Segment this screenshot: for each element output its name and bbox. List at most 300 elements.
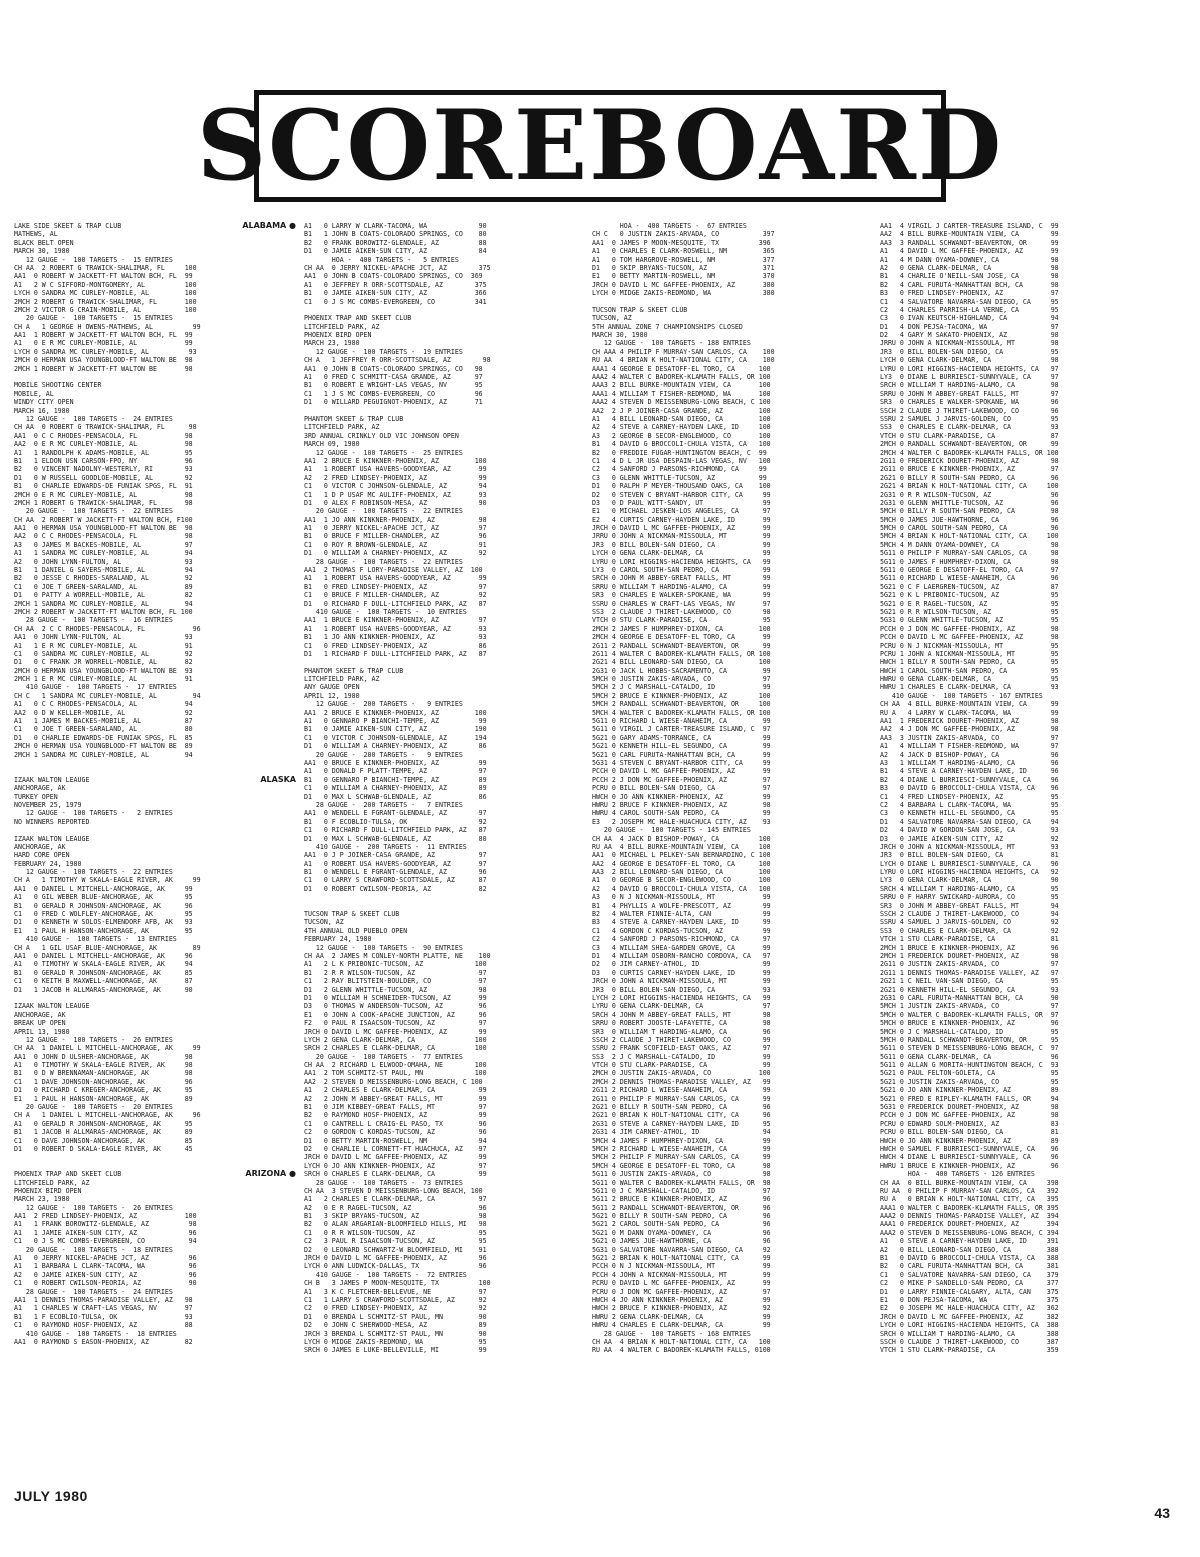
result-line: D1 0 RALPH P MEYER-THOUSAND OAKS, CA 100 xyxy=(592,482,771,491)
result-line: B2 0 FRANK BOROWITZ-GLENDALE, AZ 88 xyxy=(304,238,487,247)
result-line: A3 0 JAMES M BACKES-MOBILE, AL 97 xyxy=(14,540,193,549)
result-line: B1 4 PHYLLIS A WOLFE-PRESCOTT, AZ 99 xyxy=(592,901,771,910)
result-line: LITCHFIELD PARK, AZ xyxy=(304,675,380,684)
result-line: A1 1 FRANK BOROWITZ-GLENDALE, AZ 98 xyxy=(14,1220,197,1229)
result-line: HWCH 0 SAMUEL F BURRIESCI-SUNNYVALE, CA 96 xyxy=(880,1144,1059,1153)
state-heading: ALASKA xyxy=(260,775,296,784)
result-line: 5G11 0 J C MARSHALL-CATALDO, ID 97 xyxy=(592,1186,771,1195)
result-line: D1 0 PATTY A WORRELL-MOBILE, AL 82 xyxy=(14,591,193,600)
result-line: LITCHFIELD PARK, AZ xyxy=(304,423,380,432)
result-line: AAA2 4 STEVEN D MEISSENBURG-LONG BEACH, C 100 xyxy=(592,398,771,407)
result-line: C1 0 JOE T GREEN-SARALAND, AL 80 xyxy=(14,725,193,734)
result-line: D3 0 JAMIE AIKEN-SUN CITY, AZ 92 xyxy=(880,834,1059,843)
result-line: A1 0 GERALD R JOHNSON-ANCHORAGE, AK 95 xyxy=(14,1119,193,1128)
result-line: B1 4 STEVE A CARNEY-HAYDEN LAKE, ID 96 xyxy=(880,767,1059,776)
results-column-1 xyxy=(14,222,296,1477)
result-line: AAA1 4 GEORGE E DESATOFF-EL TORO, CA 100 xyxy=(592,364,771,373)
result-line: AA1 0 ROBERT W JACKETT-FT WALTON BCH, FL 99 xyxy=(14,272,193,281)
result-line: AA3 3 JUSTIN ZAKIS-ARVADA, CO 97 xyxy=(880,733,1059,742)
result-line: A2 4 DAVID G BROCCOLI-CHULA VISTA, CA 100 xyxy=(592,884,771,893)
result-line: 5G21 0 E R RAGEL-TUCSON, AZ 95 xyxy=(880,599,1059,608)
result-line: AA1 1 DENNIS THOMAS-PARADISE VALLEY, AZ 98 xyxy=(14,1296,193,1304)
result-line: C1 0 FRED LINDSEY-PHOENIX, AZ 86 xyxy=(304,641,487,650)
result-line: SS3 0 CHARLES E CLARK-DELMAR, CA 92 xyxy=(880,926,1059,935)
result-line: SSRU 0 CHARLES W CRAFT-LAS VEGAS, NV 97 xyxy=(592,599,771,608)
result-line: SS3 2 CLAUDE J THIRET-LAKEWOOD, CO 98 xyxy=(592,607,771,616)
result-line: D1 0 WILLIAM A CHARNEY-PHOENIX, AZ 92 xyxy=(304,549,487,558)
result-line: LITCHFIELD PARK, AZ xyxy=(304,322,380,331)
result-line: 5G21 0 K L PRIBONIC-TUCSON, AZ 95 xyxy=(880,591,1059,600)
result-line: 2G21 0 KENNETH HILL-EL SEGUNDO, CA 93 xyxy=(880,985,1059,994)
club-name: LAKE SIDE SKEET & TRAP CLUB xyxy=(14,222,122,230)
result-line: 2MCH 0 JUSTIN ZAKIS-ARVADA, CO 100 xyxy=(592,1069,771,1078)
result-line xyxy=(14,776,296,784)
result-line: A1 0 GEORGE B SECOR-ENGLEWOOD, CO 100 xyxy=(592,876,771,885)
result-line: CH A 1 GIL USAF BLUE-ANCHORAGE, AK 89 xyxy=(14,943,201,952)
result-line: LYRU 0 LORI HIGGINS-HACIENDA HEIGHTS, CA 97 xyxy=(880,364,1059,373)
results-column-4 xyxy=(880,222,1162,1477)
result-line: 2MCH 2 ROBERT W JACKETT-FT WALTON BCH, FL 100 xyxy=(14,607,193,616)
result-line: HWRU 4 CHARLES E CLARK-DELMAR, CA 99 xyxy=(592,1321,771,1330)
result-line: VTCH 0 STU CLARK-PARADISE, CA 95 xyxy=(592,616,771,625)
result-line: LYCH 0 DIANE L BURRIESCI-SUNNYVALE, CA 96 xyxy=(880,859,1059,868)
result-line: 5G21 0 M DANN OYAMA-DOWNEY, CA 96 xyxy=(592,1228,771,1237)
result-line: B2 0 JESSE C RHODES-SARALAND, AL 92 xyxy=(14,574,193,583)
result-line: HOA - 400 TARGETS - 5 ENTRIES xyxy=(304,255,459,264)
result-line: HWCH 4 JO ANN KINKNER-PHOENIX, AZ 99 xyxy=(592,1296,771,1304)
result-line: C1 0 ROY R BROWN-GLENDALE, AZ 91 xyxy=(304,540,487,549)
result-line: 5G11 0 JUSTIN ZAKIS-ARVADA, CO 98 xyxy=(592,1170,771,1179)
result-line: PCCH 0 N J NICKMAN-MISSOULA, MT 99 xyxy=(592,1262,771,1271)
result-line: A1 2 CHARLES E CLARK-DELMAR, CA 99 xyxy=(304,1086,487,1095)
result-line: C1 0 JOE T GREEN-SARALAND, AL 89 xyxy=(14,582,193,591)
result-line: PCCH 0 J DON MC GAFFEE-PHOENIX, AZ 98 xyxy=(880,1111,1059,1120)
result-line: SRCH 0 JAMES E LUKE-BELLEVILLE, MI 99 xyxy=(304,1346,487,1355)
result-line: CH C 1 SANDRA MC CURLEY-MOBILE, AL 94 xyxy=(14,691,201,700)
result-line: E2 0 JOSEPH MC HALE-HUACHUCA CITY, AZ 362 xyxy=(880,1304,1059,1313)
result-line: A1 4 BILL LEONARD-SAN DIEGO, CA 100 xyxy=(592,414,771,423)
result-line: PHOENIX BIRD OPEN xyxy=(14,1186,82,1195)
result-line: C1 0 ROBERT CWILSON-PEORIA, AZ 90 xyxy=(14,1279,197,1288)
result-line: B3 0 DAVID G BROCCOLI-CHULA VISTA, CA 96 xyxy=(880,784,1059,793)
result-line: VTCH 0 STU CLARK-PARADISE, CA 99 xyxy=(592,1061,771,1070)
result-line: A3 1 WILLIAM T HARDING-ALAMO, CA 96 xyxy=(880,759,1059,767)
result-line: LYCH 0 LORI HIGGINS-HACIENDA HEIGHTS, CA 388 xyxy=(880,1321,1059,1330)
result-line: D1 0 WILLARD PEGUIGNOT-PHOENIX, AZ 71 xyxy=(304,398,483,407)
result-line: 2MCH 4 GEORGE E DESATOFF-EL TORO, CA 99 xyxy=(592,633,771,642)
result-line: B1 0 F ECOBLIO-TULSA, OK 92 xyxy=(304,817,487,826)
result-line: SRRU 0 JOHN M ABBEY-GREAT FALLS, MT 97 xyxy=(880,389,1059,398)
result-line: 2G31 0 STEVE A CARNEY-HAYDEN LAKE, ID 95 xyxy=(592,1119,771,1128)
result-line: C1 0 R R WILSON-TUCSON, AZ 95 xyxy=(304,1228,487,1237)
result-line: AA1 2 BRUCE E KINKNER-PHOENIX, AZ 100 xyxy=(304,708,487,717)
result-line: 20 GAUGE - 100 TARGETS - 22 ENTRIES xyxy=(14,507,173,516)
result-line: C1 2 RAY BLITSTEIN-BOULDER, CO 97 xyxy=(304,977,487,986)
result-line: AA1 1 JO ANN KINKNER-PHOENIX, AZ 98 xyxy=(304,515,487,524)
result-line: 2G21 1 C NEIL VAN-SAN DIEGO, CA 95 xyxy=(880,977,1059,986)
result-line: A2 0 GENA CLARK-DELMAR, CA 98 xyxy=(880,263,1059,272)
result-line: 28 GAUGE - 100 TARGETS - 73 ENTRIES xyxy=(304,1178,463,1187)
result-line: AA1 0 WENDELL E FGRANT-GLENDALE, AZ 97 xyxy=(304,809,487,818)
result-line: B1 3 SKIP BRYANS-TUCSON, AZ 98 xyxy=(304,1212,487,1221)
result-line: C3 4 WILLIAM SHEA-GARDEN GROVE, CA 99 xyxy=(592,943,771,952)
result-line: 2MCH 1 FREDERICK DOURET-PHOENIX, AZ 98 xyxy=(880,951,1059,960)
result-line: 5G31 4 STEVEN C BRYANT-HARBOR CITY, CA 99 xyxy=(592,759,771,767)
result-line: RU AA 4 WALTER C BADOREK-KLAMATH FALLS, 0100 xyxy=(592,1346,771,1355)
result-line: LYCH 0 MIDGE ZAKIS-REDMOND, WA 380 xyxy=(592,289,775,298)
result-line: VTCH 0 STU CLARK-PARADISE, CA 87 xyxy=(880,431,1059,440)
result-line: AA1 2 BRUCE E KINKNER-PHOENIX, AZ 100 xyxy=(304,456,487,465)
result-line: AA1 1 BRUCE E KINKNER-PHOENIX, AZ 97 xyxy=(304,616,487,625)
result-line xyxy=(304,902,586,910)
result-line: NOVEMBER 25, 1979 xyxy=(14,800,82,809)
result-line: VTCH 1 STU CLARK-PARADISE, CA 359 xyxy=(880,1346,1059,1355)
result-line: D1 1 RICHARD F DULL-LITCHFIELD PARK, AZ 87 xyxy=(304,649,487,658)
result-line: VTCH 1 STU CLARK-PARADISE, CA 81 xyxy=(880,935,1059,944)
result-line: A1 0 LARRY W CLARK-TACOMA, WA 90 xyxy=(304,222,487,230)
result-line: B2 4 DIANE L BURRIESCI-SUNNYVALE, CA 96 xyxy=(880,775,1059,784)
result-line: 5MCH 2 RICHARD L WIESE-ANAHEIM, CA 99 xyxy=(592,1144,771,1153)
result-line: RU A 4 LARRY W CLARK-TACOMA, WA 99 xyxy=(880,708,1059,717)
result-line: B1 1 DANIEL G SAYERS-MOBILE, AL 94 xyxy=(14,566,193,575)
result-line: A2 0 BILL LEONARD-SAN DIEGO, CA 388 xyxy=(880,1245,1059,1254)
result-line: AAA1 0 FREDERICK DOURET-PHOENIX, AZ 394 xyxy=(880,1220,1059,1229)
result-line: E1 0 MICHAEL JESKEN-LOS ANGELES, CA 97 xyxy=(592,507,771,516)
result-line: A1 0 C C RHODES-PENSACOLA, AL 94 xyxy=(14,700,193,709)
result-line: AA1 2 THOMAS F LORY-PARADISE VALLEY, AZ 100 xyxy=(304,566,483,575)
result-line: PCCH 0 DAVID L MC GAFFEE-PHOENIX, AZ 99 xyxy=(592,767,771,776)
result-line: AA1 0 MICHAEL L PELKEY-SAN BERNARDINO, C 100 xyxy=(592,851,771,860)
result-line: WINDY CITY OPEN xyxy=(14,398,74,407)
result-line: D2 0 JOHN C SHERWOOD-MESA, AZ 89 xyxy=(304,1321,487,1330)
result-line: LYRU 0 GENA CLARK-DELMAR, CA 97 xyxy=(592,1002,771,1011)
result-line: B1 0 CHARLIE EDWARDS-DE FUNIAK SPGS, FL 91 xyxy=(14,482,193,491)
result-line: CH B 3 JAMES P MOON-MESQUITE, TX 100 xyxy=(304,1279,491,1288)
result-line: 5G11 0 GENA CLARK-DELMAR, CA 96 xyxy=(880,1052,1059,1061)
result-line: 5G31 0 GLENN WHITTLE-TUCSON, AZ 95 xyxy=(880,616,1059,625)
result-line: B1 0 BRUCE F MILLER-CHANDLER, AZ 96 xyxy=(304,532,487,541)
result-line: 2MCH 1 BRUCE E KINKNER-PHOENIX, AZ 96 xyxy=(880,943,1059,952)
result-line: C2 4 CHARLES PARRISH-LA VERNE, CA 95 xyxy=(880,305,1059,314)
result-line: 410 GAUGE - 200 TARGETS - 11 ENTRIES xyxy=(304,842,467,851)
result-line: 5G11 0 PHILIP F MURRAY-SAN CARLOS, CA 98 xyxy=(880,549,1059,558)
results-column-2 xyxy=(304,222,586,1477)
result-line: JRCH 0 DAVID L MC GAFFEE-PHOENIX, AZ 382 xyxy=(880,1312,1059,1321)
result-line: RU AA 0 PHILIP F MURRAY-SAN CARLOS, CA 392 xyxy=(880,1186,1059,1195)
result-line xyxy=(14,994,296,1002)
result-line: AA1 0 HERMAN USA YOUNGBLOOD-FT WALTON BE 98 xyxy=(14,524,193,533)
result-line: SSCH 0 CLAUDE J THIRET-LAKEWOOD, CO 387 xyxy=(880,1337,1059,1346)
result-line: 12 GAUGE - 100 TARGETS - 188 ENTRIES xyxy=(592,339,751,348)
result-line: D1 4 DON PEJSA-TACOMA, WA 97 xyxy=(880,322,1059,331)
result-line: BREAK UP OPEN xyxy=(14,1019,66,1028)
result-line: 2G11 2 RANDALL SCHWANDT-BEAVERTON, OR 99 xyxy=(592,641,771,650)
result-line: AA1 1 FREDERICK DOURET-PHOENIX, AZ 98 xyxy=(880,717,1059,726)
result-line xyxy=(14,826,296,834)
result-line: MATHEWS, AL xyxy=(14,230,58,239)
result-line: PCCH 0 J DON MC GAFFEE-PHOENIX, AZ 98 xyxy=(880,624,1059,633)
result-line: AA1 0 JOHN B COATS-COLORADO SPRINGS, CO 98 xyxy=(304,364,483,373)
club-name: IZAAK WALTON LEAUGE xyxy=(14,775,90,784)
result-line: AA1 0 JOHN B COATS-COLORADO SPRINGS, CO 369 xyxy=(304,272,483,281)
result-line: D1 1 JACOB H ALLMARAS-ANCHORAGE, AK 90 xyxy=(14,985,193,994)
result-line: E1 0 DON PEJSA-TACOMA, WA 375 xyxy=(880,1296,1059,1304)
result-line: 5G21 0 FRED E RIPLEY-KLAMATH FALLS, OR 94 xyxy=(880,1094,1059,1103)
result-line: LY3 0 CAROL SOUTH-SAN PEDRO, CA 99 xyxy=(592,566,771,575)
result-line: AA3 2 BILL LEONARD-SAN DIEGO, CA 100 xyxy=(592,868,771,877)
result-line: CH A 1 DANIEL L MITCHELL-ANCHORAGE, AK 96 xyxy=(14,1111,201,1120)
result-line: CH AA 0 ROBERT G TRAWICK-SHALIMAR, FL 98 xyxy=(14,423,197,432)
result-line: 5G21 0 PAUL FELTON-GOLETA, CA 95 xyxy=(880,1069,1059,1078)
result-line: 2G31 0 CARL FURUTA-MANHATTAN BCH, CA 90 xyxy=(880,993,1059,1002)
result-line: SSCH 2 CLAUDE J THIRET-LAKEWOOD, CO 96 xyxy=(880,406,1059,415)
result-line: E1 0 JOHN A COOK-APACHE JUNCTION, AZ 96 xyxy=(304,1010,487,1019)
result-line: B1 0 GERALD R JOHNSON-ANCHORAGE, AK 96 xyxy=(14,901,193,910)
result-line: E1 0 BETTY MARTIN-ROSWELL, NM 370 xyxy=(592,272,775,281)
result-line: PCRU 0 BILL BOLEN-SAN DIEGO, CA 81 xyxy=(880,1128,1059,1137)
result-line: 410 GAUGE - 100 TARGETS - 18 ENTRIES xyxy=(14,1329,177,1338)
result-line: A1 4 M DANN OYAMA-DOWNEY, CA 98 xyxy=(880,255,1059,264)
result-line: AA1 2 TOM SCHMITZ-ST PAUL, MN 100 xyxy=(304,1069,487,1078)
result-line: CH AA 2 ROBERT G TRAWICK-SHALIMAR, FL 100 xyxy=(14,263,197,272)
result-line: SSCH 2 CLAUDE J THIRET-LAKEWOOD, CO 94 xyxy=(880,910,1059,919)
result-line: C1 0 LARRY S CRAWFORD-SCOTTSDALE, AZ 87 xyxy=(304,876,487,885)
result-line: D3 0 THOMAS W ANDERSON-TUCSON, AZ 96 xyxy=(304,1002,487,1011)
result-line: B2 0 RAYMOND HOSF-PHOENIX, AZ 99 xyxy=(304,1111,487,1120)
result-line: CH AA 4 BRIAN K HOLT-NATIONAL CITY, CA 100 xyxy=(592,1337,771,1346)
result-line: ANCHORAGE, AK xyxy=(14,784,66,793)
result-line: A1 4 DAVID L MC GAFFEE-PHOENIX, AZ 99 xyxy=(880,247,1059,256)
result-line: 5G21 0 C F LAERGREN-TUCSON, AZ 87 xyxy=(880,582,1059,591)
result-line: A1 0 TOM HARGROVE-ROSWELL, NM 377 xyxy=(592,255,775,264)
result-line: AAA2 0 STEVEN D MEISSENBURG-LONG BEACH, C 394 xyxy=(880,1228,1059,1237)
result-line: CH AA 0 BILL BURKE-MOUNTAIN VIEW, CA 398 xyxy=(880,1178,1059,1187)
result-line: PCRU 1 JOHN A NICKMAN-MISSOULA, MT 95 xyxy=(880,649,1059,658)
result-line: AA1 0 JOHN LYNN-FULTON, AL 93 xyxy=(14,633,193,642)
result-line: A2 0 E R RAGEL-TUCSON, AZ 96 xyxy=(304,1203,487,1212)
result-line: SRCH 0 CHARLES E CLARK-DELMAR, CA 99 xyxy=(304,1170,487,1179)
result-line: 2MCH 2 ROBERT G TRAWICK-SHALIMAR, FL 100 xyxy=(14,297,197,306)
result-line: 2MCH 0 RANDALL SCHWANDT-BEAVERTON, OR 99 xyxy=(880,440,1059,449)
result-line: D2 0 LEONARD SCHWARTZ-W BLOOMFIELD, MI 91 xyxy=(304,1245,487,1254)
result-line: 4TH ANNUAL OLD PUEBLO OPEN xyxy=(304,926,408,935)
result-line: A2 2 JOHN M ABBEY-GREAT FALLS, MT 99 xyxy=(304,1094,487,1103)
result-line: 28 GAUGE - 200 TARGETS - 7 ENTRIES xyxy=(304,800,463,809)
result-line: HOA - 400 TARGETS - 126 ENTRIES xyxy=(880,1170,1035,1179)
result-line: TUCSON, AZ xyxy=(304,918,344,927)
result-line: 2MCH 0 HERMAN USA YOUNGBLOOD-FT WALTON BE 93 xyxy=(14,666,193,675)
result-line: 410 GAUGE - 100 TARGETS - 72 ENTRIES xyxy=(304,1270,467,1279)
result-line: D1 0 ROBERT D SKALA-EAGLE RIVER, AK 45 xyxy=(14,1144,193,1153)
result-line: A1 4 WILLIAM T FISHER-REDMOND, WA 97 xyxy=(880,742,1059,751)
result-line: 5MCH 2 J C MARSHALL-CATALDO, ID 99 xyxy=(592,683,771,692)
result-line: 5G11 0 GEORGE E DESATOFF-EL TORO, CA 97 xyxy=(880,566,1059,575)
result-line: PHOENIX BIRD OPEN xyxy=(304,331,372,340)
result-line: 5G21 0 R R WILSON-TUCSON, AZ 95 xyxy=(880,607,1059,616)
result-line: 5G31 0 FREDERICK DOURET-PHOENIX, AZ 98 xyxy=(880,1103,1059,1112)
result-line: 20 GAUGE - 100 TARGETS - 18 ENTRIES xyxy=(14,1245,173,1254)
result-line: D2 0 STEVEN C BRYANT-HARBOR CITY, CA 99 xyxy=(592,490,771,499)
result-line: D1 4 WILLIAM OSBORN-RANCHO CORDOVA, CA 97 xyxy=(592,951,771,960)
result-line: APRIL 13, 1980 xyxy=(14,1027,70,1036)
result-line: C3 0 GLENN WHITTLE-TUCSON, AZ 99 xyxy=(592,473,767,482)
result-line: 2G31 0 JACK L HOBBS-SACRAMENTO, CA 99 xyxy=(592,666,771,675)
page-number: 43 xyxy=(1154,1505,1170,1521)
scoreboard-banner xyxy=(196,89,1004,202)
result-line xyxy=(304,306,586,314)
result-line: AA1 0 DANIEL L MITCHELL-ANCHORAGE, AK 99 xyxy=(14,884,193,893)
result-line: AA2 0 E R MC CURLEY-MOBILE, AL 98 xyxy=(14,440,193,449)
result-line: A1 0 E R MC CURLEY-MOBILE, AL 99 xyxy=(14,339,193,348)
result-line: 5G11 0 RICHARD L WIESE-ANAHEIM, CA 96 xyxy=(880,574,1059,583)
result-line: CH A 1 JEFFREY R ORR-SCOTTSDALE, AZ 98 xyxy=(304,356,491,365)
result-line: FEBRUARY 24, 1980 xyxy=(304,935,372,944)
page-title: SCOREBOARD xyxy=(196,89,1004,202)
result-line: HWRU 1 BRUCE E KINKNER-PHOENIX, AZ 96 xyxy=(880,1161,1059,1170)
result-line: A2 4 JACK D BISHOP-POWAY, CA 96 xyxy=(880,750,1059,759)
result-line: A1 0 ROBERT USA HAVERS-GOODYEAR, AZ 97 xyxy=(304,859,487,868)
result-line: C1 4 SALVATORE NAVARRA-SAN DIEGO, CA 95 xyxy=(880,297,1059,306)
result-line: D1 0 MAX L SCHWAB-GLENDALE, AZ 86 xyxy=(304,792,487,801)
result-line: CH AA 1 DANIEL L MITCHELL-ANCHORAGE, AK 99 xyxy=(14,1044,201,1053)
result-line: 2G31 0 R R WILSON-TUCSON, AZ 96 xyxy=(880,490,1059,499)
result-line: JRCH 0 DAVID L MC GAFFEE-PHOENIX, AZ 99 xyxy=(304,1027,487,1036)
result-line: LYCH 0 SANDRA MC CURLEY-MOBILE, AL 100 xyxy=(14,289,197,298)
result-line: 12 GAUGE - 100 TARGETS - 15 ENTRIES xyxy=(14,255,173,264)
result-line: HWRU 4 CAROL SOUTH-SAN PEDRO, CA 99 xyxy=(592,809,771,818)
issue-date: JULY 1980 xyxy=(14,1488,88,1504)
result-line: C1 0 RICHARD F DULL-LITCHFIELD PARK, AZ 87 xyxy=(304,826,487,835)
result-line: MOBILE, AL xyxy=(14,389,54,398)
result-line: A1 2 CHARLES E CLARK-DELMAR, CA 97 xyxy=(304,1195,487,1204)
result-line: 5G21 0 GARY ADAMS-TORRANCE, CA 99 xyxy=(592,733,771,742)
result-line: LYCH 0 GENA CLARK-DELMAR, CA 99 xyxy=(592,549,771,558)
result-line: B2 0 FREDDIE FUGAR-HUNTINGTON BEACH, C 99 xyxy=(592,448,767,457)
result-line: 2G11 4 WALTER C BADOREK-KLAMATH FALLS, OR 100 xyxy=(592,649,771,658)
result-line xyxy=(14,1170,296,1178)
result-line: AA1 2 FRED LINDSEY-PHOENIX, AZ 100 xyxy=(14,1212,197,1221)
result-line: E2 4 CURTIS CARNEY-HAYDEN LAKE, ID 99 xyxy=(592,515,771,524)
result-line: D2 4 GARY M SAKATO-PHOENIX, AZ 98 xyxy=(880,331,1059,340)
result-line: D1 4 SALVATORE NAVARRA-SAN DIEGO, CA 94 xyxy=(880,817,1059,826)
result-line: 2G21 0 BILLY R SOUTH-SAN PEDRO, CA 96 xyxy=(880,473,1059,482)
result-line xyxy=(304,893,586,901)
result-line: CH AA 4 JACK D BISHOP-POWAY, CA 100 xyxy=(592,834,771,843)
result-line: D1 0 CHARLIE EDWARDS-DE FUNIAK SPGS, FL 85 xyxy=(14,733,193,742)
result-line: TUCSON TRAP & SKEET CLUB xyxy=(304,910,400,919)
result-line: B1 2 R R WILSON-TUCSON, AZ 97 xyxy=(304,968,487,977)
result-line: CH C 0 JUSTIN ZAKIS-ARVADA, CO 397 xyxy=(592,230,775,239)
result-line: 5MCH 0 BRUCE E KINKNER-PHOENIX, AZ 96 xyxy=(880,1019,1059,1028)
result-line: SR3 0 JOHN M ABBEY-GREAT FALLS, MT 94 xyxy=(880,901,1059,910)
result-line: D1 0 C FRANK JR WORRELL-MOBILE, AL 82 xyxy=(14,658,193,667)
result-line: B1 0 JAMIE AIKEN-SUN CITY, AZ 366 xyxy=(304,289,487,298)
result-line: 2MCH 4 WALTER C BADOREK-KLAMATH FALLS, OR 100 xyxy=(880,448,1059,457)
result-line: D1 0 WILLIAM H SCHNEIDER-TUCSON, AZ 99 xyxy=(304,993,487,1002)
result-line: AAA1 0 WALTER C BADOREK-KLAMATH FALLS, OR 395 xyxy=(880,1203,1059,1212)
result-line: A1 3 K C FLETCHER-BELLEVUE, NE 97 xyxy=(304,1287,487,1296)
result-line: JRCH 0 JOHN A NICKMAN-MISSOULA, MT 93 xyxy=(880,842,1059,851)
result-line: AA2 2 J P JOINER-CASA GRANDE, AZ 100 xyxy=(592,406,771,415)
result-line: SSCH 2 CLAUDE J THIRET-LAKEWOOD, CO 99 xyxy=(592,1035,771,1044)
result-line: 5MCH 4 JAMES F HUMPHREY-DIXON, CA 99 xyxy=(592,1136,771,1145)
result-line: SRRU 0 ROBERT JOOSTE-LAFAYETTE, CA 98 xyxy=(592,1019,771,1028)
state-heading: ALABAMA ● xyxy=(242,222,296,230)
result-line: SSRU 2 FRANK SCOFIELD-EAST OAKS, AZ 97 xyxy=(592,1044,771,1053)
result-line: E1 1 PAUL H HANSON-ANCHORAGE, AK 95 xyxy=(14,926,193,935)
result-line: PCRU 0 J DON MC GAFFEE-PHOENIX, AZ 97 xyxy=(592,1287,771,1296)
result-line: 2MCH 1 ROBERT G TRAWICK-SHALIMAR, FL 98 xyxy=(14,498,193,507)
result-line: RU A 0 BRIAN K HOLT-NATIONAL CITY, CA 395 xyxy=(880,1195,1059,1204)
result-line: ANCHORAGE, AK xyxy=(14,842,66,851)
result-line: CH AA 0 JERRY NICKEL-APACHE JCT, AZ 375 xyxy=(304,263,491,272)
result-line: 2MCH 0 HERMAN USA YOUNGBLOOD-FT WALTON BE 98 xyxy=(14,356,193,365)
result-line: JRCH 0 JOHN A NICKMAN-MISSOULA, MT 99 xyxy=(592,977,771,986)
result-line xyxy=(14,1153,296,1161)
result-line: C1 0 DAVE JOHNSON-ANCHORAGE, AK 85 xyxy=(14,1136,193,1145)
result-line: A1 0 CHARLES E CLARK-ROSWELL, NM 365 xyxy=(592,247,775,256)
result-line: JRRU 0 JOHN A NICKMAN-MISSOULA, MT 99 xyxy=(592,532,771,541)
result-line: 20 GAUGE - 100 TARGETS - 22 ENTRIES xyxy=(304,507,463,516)
result-line: 5MCH 4 M DANN OYAMA-DOWNEY, CA 98 xyxy=(880,540,1059,549)
result-line: 2MCH 2 VICTOR G CRAIN-MOBILE, AL 100 xyxy=(14,305,197,314)
result-line: C1 0 VICTOR C JOHNSON-GLENDALE, AZ 194 xyxy=(304,733,487,742)
result-line: 12 GAUGE - 100 TARGETS - 26 ENTRIES xyxy=(14,1035,173,1044)
result-line: C1 0 BRUCE F MILLER-CHANDLER, AZ 92 xyxy=(304,591,487,600)
result-line: 5G11 0 RICHARD L WIESE-ANAHEIM, CA 99 xyxy=(592,717,771,726)
result-line: AA2 4 J DON MC GAFFEE-PHOENIX, AZ 98 xyxy=(880,725,1059,734)
result-line: LYCH 0 JO ANN KINKNER-PHOENIX, AZ 97 xyxy=(304,1161,487,1170)
result-line: A1 2 L K PRIBONIC-TUCSON, AZ 100 xyxy=(304,960,487,969)
result-line: C2 0 GORDON C KORDAS-TUCSON, AZ 96 xyxy=(304,1128,487,1137)
result-line: AA3 3 RANDALL SCHWANDT-BEAVERTON, OR 99 xyxy=(880,238,1059,247)
result-line: C3 0 KENNETH HILL-EL SEGUNDO, CA 95 xyxy=(880,809,1059,818)
result-line: SRCH 4 WILLIAM T HARDING-ALAMO, CA 95 xyxy=(880,884,1059,893)
result-line: 5G11 2 BRUCE E KINKNER-PHOENIX, AZ 96 xyxy=(592,1195,771,1204)
result-line: F2 0 PAUL R ISAACSON-TUCSON, AZ 97 xyxy=(304,1019,487,1028)
result-line: D1 0 SKIP BRYANS-TUCSON, AZ 371 xyxy=(592,263,775,272)
result-line: D2 0 CHARLIE L CORNETT-FT HUACHUCA, AZ 97 xyxy=(304,1144,487,1153)
result-line xyxy=(14,1162,296,1170)
result-line: JRCH 0 DAVID L MC GAFFEE-PHOENIX, AZ 99 xyxy=(592,524,771,533)
result-line: 5MCH 0 J C MARSHALL-CATALDO, ID 95 xyxy=(880,1027,1059,1036)
result-line: B3 0 FRED LINDSEY-PHOENIX, AZ 97 xyxy=(880,289,1059,298)
result-line: C1 0 J S MC COMBS-EVERGREEN, CO 94 xyxy=(14,1237,197,1246)
result-line: A1 1 JAMIE AIKEN-SUN CITY, AZ 96 xyxy=(14,1228,197,1237)
result-line: A1 0 JEFFREY R ORR-SCOTTSDALE, AZ 375 xyxy=(304,280,487,289)
result-line: 20 GAUGE - 100 TARGETS - 20 ENTRIES xyxy=(14,1103,173,1112)
result-line: 5MCH 4 WALTER C BADOREK-KLAMATH FALLS, OR 100 xyxy=(592,708,771,717)
result-line: CH A 1 GEORGE H OWENS-MATHEWS, AL 99 xyxy=(14,322,201,331)
result-line: SS3 2 J C MARSHALL-CATALDO, ID 99 xyxy=(592,1052,771,1061)
results-column-3 xyxy=(592,222,874,1477)
result-line: 5G21 0 KENNETH HILL-EL SEGUNDO, CA 99 xyxy=(592,742,771,751)
result-line: CH AAA 4 PHILIP F MURRAY-SAN CARLOS, CA 100 xyxy=(592,347,775,356)
result-line: B1 0 JIM KIBBEY-GREAT FALLS, MT 97 xyxy=(304,1103,487,1112)
result-line: 5G11 0 ALLAN G MORITA-HUNTINGTON BEACH, C 93 xyxy=(880,1061,1059,1070)
result-line: PCRU 0 BILL BOLEN-SAN DIEGO, CA 97 xyxy=(592,784,771,793)
result-line: 28 GAUGE - 100 TARGETS - 24 ENTRIES xyxy=(14,1287,173,1296)
result-line: A1 1 JAMES M BACKES-MOBILE, AL 87 xyxy=(14,717,193,726)
result-line: AA1 4 VIRGIL J CARTER-TREASURE ISLAND, C 99 xyxy=(880,222,1059,230)
result-line: AA1 0 JOHN D ULSHER-ANCHORAGE, AK 98 xyxy=(14,1052,193,1061)
result-line: LYCH 0 ANN LUDWICK-DALLAS, TX 96 xyxy=(304,1262,487,1271)
result-line: 20 GAUGE - 100 TARGETS - 77 ENTRIES xyxy=(304,1052,463,1061)
result-line: A1 1 RANDOLPH K ADAMS-MOBILE, AL 95 xyxy=(14,448,193,457)
result-line: SS3 0 CHARLES E CLARK-DELMAR, CA 93 xyxy=(880,423,1059,432)
result-line xyxy=(14,759,296,767)
result-line: LYCH 0 SANDRA MC CURLEY-MOBILE, AL 93 xyxy=(14,347,197,356)
